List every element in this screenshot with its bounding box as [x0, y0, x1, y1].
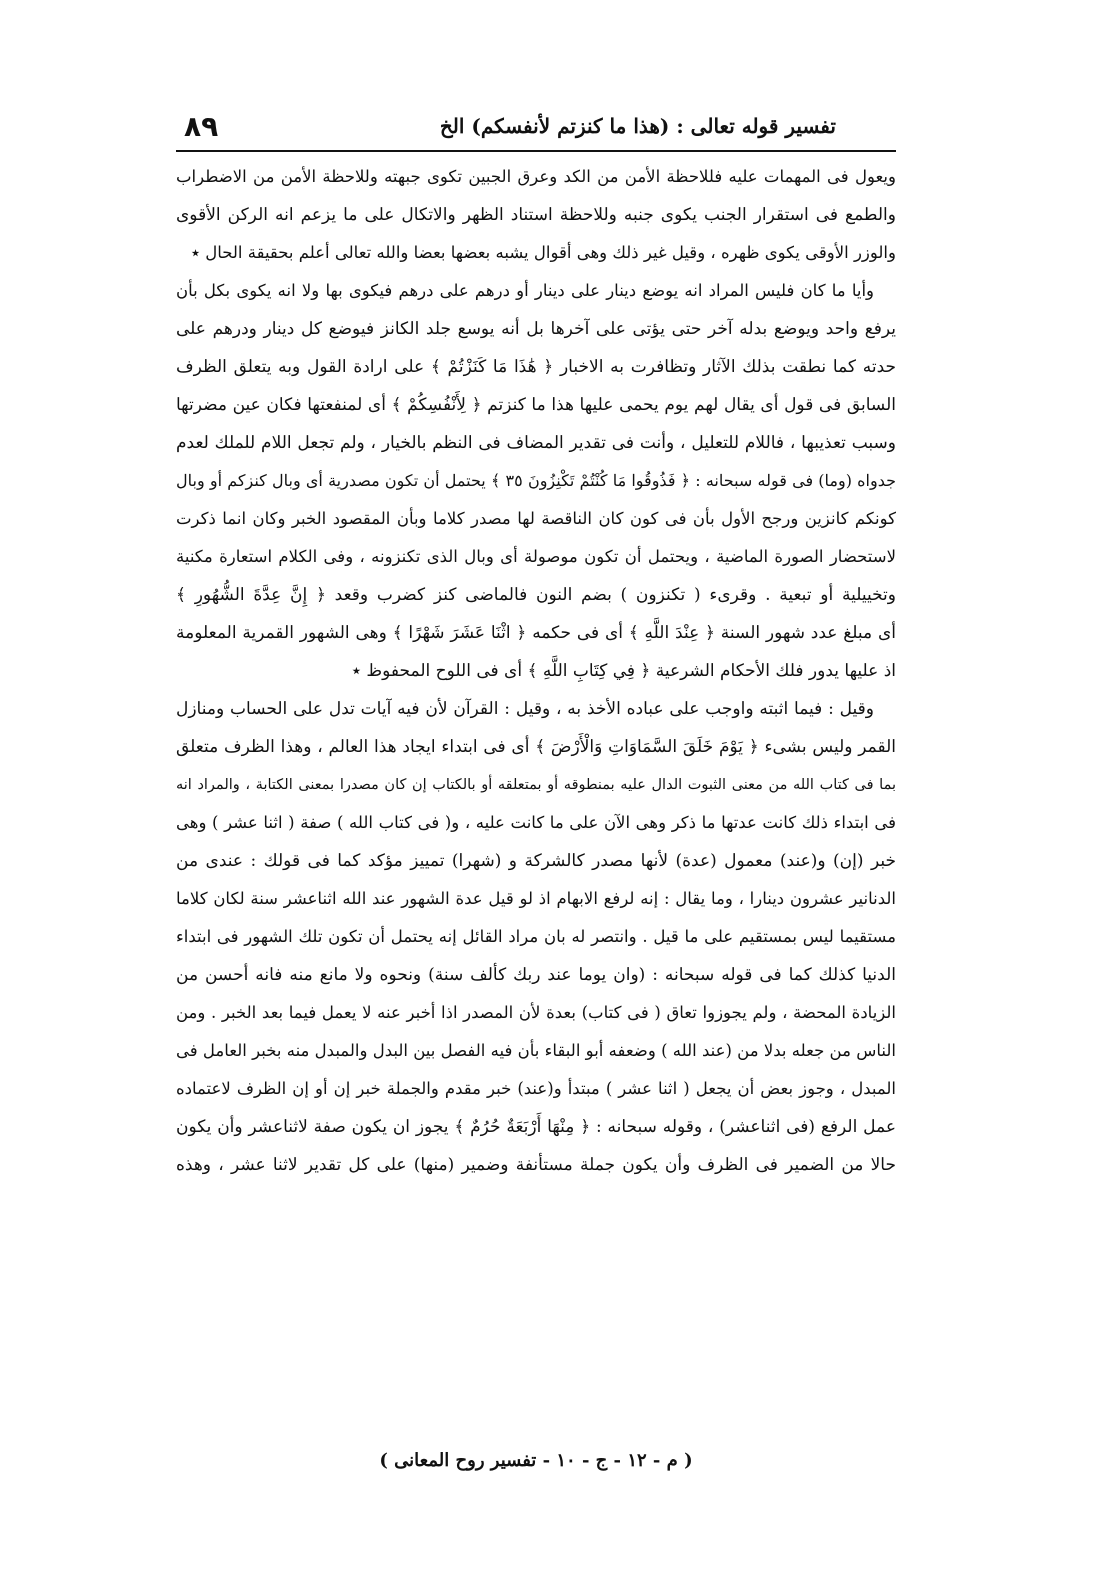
text-line: المبدل ، وجوز بعض أن يجعل ( اثنا عشر ) مبتدأ و(عند) خبر مقدم والجملة خبر إن أو إن الظرف لاعتماده — [176, 1079, 896, 1098]
text-line: لاستحضار الصورة الماضية ، ويحتمل أن تكون موصولة أى وبال الذى تكنزونه ، وفى الكلام استعارة مكنية — [176, 547, 896, 566]
text-line: الدنيا كذلك كما فى قوله سبحانه : (وان يوما عند ربك كألف سنة) ونحوه ولا مانع منه فانه أحسن من — [176, 965, 896, 985]
page-number: ٨٩ — [184, 110, 219, 143]
text-line: وتخييلية أو تبعية . وقرىء ( تكنزون ) بضم النون فالماضى كنز كضرب وقعد ﴿ إِنَّ عِدَّةَ الشُّهُورِ ﴾ — [176, 585, 896, 605]
text-line: كونكم كانزين ورجح الأول بأن فى كون كان الناقصة لها مصدر كلاما وبأن المقصود الخبر وكان انما ذكرت — [176, 509, 896, 528]
text-line: السابق فى قول أى يقال لهم يوم يحمى عليها هذا ما كنزتم ﴿ لِأَنْفُسِكُمْ ﴾ أى لمنفعتها فكان عين مضرتها — [176, 395, 896, 415]
text-line: بما فى كتاب الله من معنى الثبوت الدال عليه بمنطوقه أو بمتعلقه أو بالكتاب إن كان مصدرا بمعنى الكتابة ، والمراد انه — [176, 777, 896, 793]
footer-signature: ( م - ١٢ - ج - ١٠ - تفسير روح المعانى ) — [379, 1450, 693, 1471]
text-line: ويعول فى المهمات عليه فللاحظة الأمن من الكد وعرق الجبين تكوى جبهته وللاحظة الأمن من الاضطراب — [176, 167, 896, 186]
text-line: جدواه (وما) فى قوله سبحانه : ﴿ فَذُوقُوا مَا كُنْتُمْ تَكْنِزُونَ ٣٥ ﴾ يحتمل أن تكون مصدرية أى وبال كنزكم أو وبال — [176, 471, 896, 490]
text-line: وقيل : فيما اثبته واوجب على عباده الأخذ به ، وقيل : القرآن لأن فيه آيات تدل على الحساب ومنازل — [176, 699, 874, 719]
text-line: وأيا ما كان فليس المراد انه يوضع دينار على دينار أو درهم على درهم فيكوى بها ولا انه يكوى بكل بأن — [176, 281, 874, 300]
text-line: فى ابتداء ذلك كانت عدتها ما ذكر وهى الآن على ما كانت عليه ، و( فى كتاب الله ) صفة ( اثنا عشر ) وهى — [176, 813, 896, 832]
text-line: مستقيما ليس بمستقيم على ما قيل . وانتصر له بان مراد القائل إنه يحتمل أن تكون تلك الشهور فى ابتداء — [176, 927, 896, 946]
text-line: وسبب تعذيبها ، فاللام للتعليل ، وأنت فى تقدير المضاف فى النظم بالخيار ، ولم تجعل اللام للملك لعدم — [176, 433, 896, 453]
text-line: خبر (إن) و(عند) معمول (عدة) لأنها مصدر كالشركة و (شهرا) تمييز مؤكد كما فى قولك : عندى من — [176, 851, 896, 871]
text-line: حدته كما نطقت بذلك الآثار وتظافرت به الاخبار ﴿ هَٰذَا مَا كَنَزْتُمْ ﴾ على ارادة القول وبه يتعلق الظرف — [176, 357, 896, 377]
text-line: الناس من جعله بدلا من (عند الله ) وضعفه أبو البقاء بأن فيه الفصل بين البدل والمبدل منه بخبر العامل فى — [176, 1041, 896, 1060]
body-text — [176, 158, 896, 1184]
text-line: القمر وليس بشىء ﴿ يَوْمَ خَلَقَ السَّمَاوَاتِ وَالْأَرْضَ ﴾ أى فى ابتداء ايجاد هذا العالم ، وهذا الظرف متعلق — [176, 737, 896, 757]
text-line: الدنانير عشرون دينارا ، وما يقال : إنه لرفع الابهام اذ لو قيل عدة الشهور عند الله اثناعشر سنة لكان كلاما — [176, 889, 896, 908]
text-line: الزيادة المحضة ، ولم يجوزوا تعاق ( فى كتاب) بعدة لأن المصدر اذا أخبر عنه لا يعمل فيما بعد الخبر . ومن — [176, 1003, 896, 1022]
page-header — [176, 110, 896, 152]
text-line: والطمع فى استقرار الجنب يكوى جنبه وللاحظة استناد الظهر والاتكال على ما يزعم انه الركن الأقوى — [176, 205, 896, 225]
text-line: عمل الرفع (فى اثناعشر) ، وقوله سبحانه : ﴿ مِنْهَا أَرْبَعَةٌ حُرُمٌ ﴾ يجوز ان يكون صفة لاثناعشر وأن يكون — [176, 1117, 896, 1137]
text-line: حالا من الضمير فى الظرف وأن يكون جملة مستأنفة وضمير (منها) على كل تقدير لاثنا عشر ، وهذه — [176, 1155, 896, 1175]
text-line: أى مبلغ عدد شهور السنة ﴿ عِنْدَ اللَّهِ ﴾ أى فى حكمه ﴿ اثْنَا عَشَرَ شَهْرًا ﴾ وهى الشهور القمرية المعلومة — [176, 623, 896, 643]
text-line: اذ عليها يدور فلك الأحكام الشرعية ﴿ فِي كِتَابِ اللَّهِ ﴾ أى فى اللوح المحفوظ ٭ — [351, 661, 896, 681]
text-line: يرفع واحد ويوضع بدله آخر حتى يؤتى على آخرها بل أنه يوسع جلد الكانز فيوضع كل دينار ودرهم على — [176, 319, 896, 339]
book-page — [176, 110, 896, 1490]
running-title: تفسير قوله تعالى : (هذا ما كنزتم لأنفسكم) الخ — [439, 114, 836, 138]
text-line: والوزر الأوقى يكوى ظهره ، وقيل غير ذلك وهى أقوال يشبه بعضها بعضا والله تعالى أعلم بحقيقة الحال ٭ — [191, 243, 896, 262]
